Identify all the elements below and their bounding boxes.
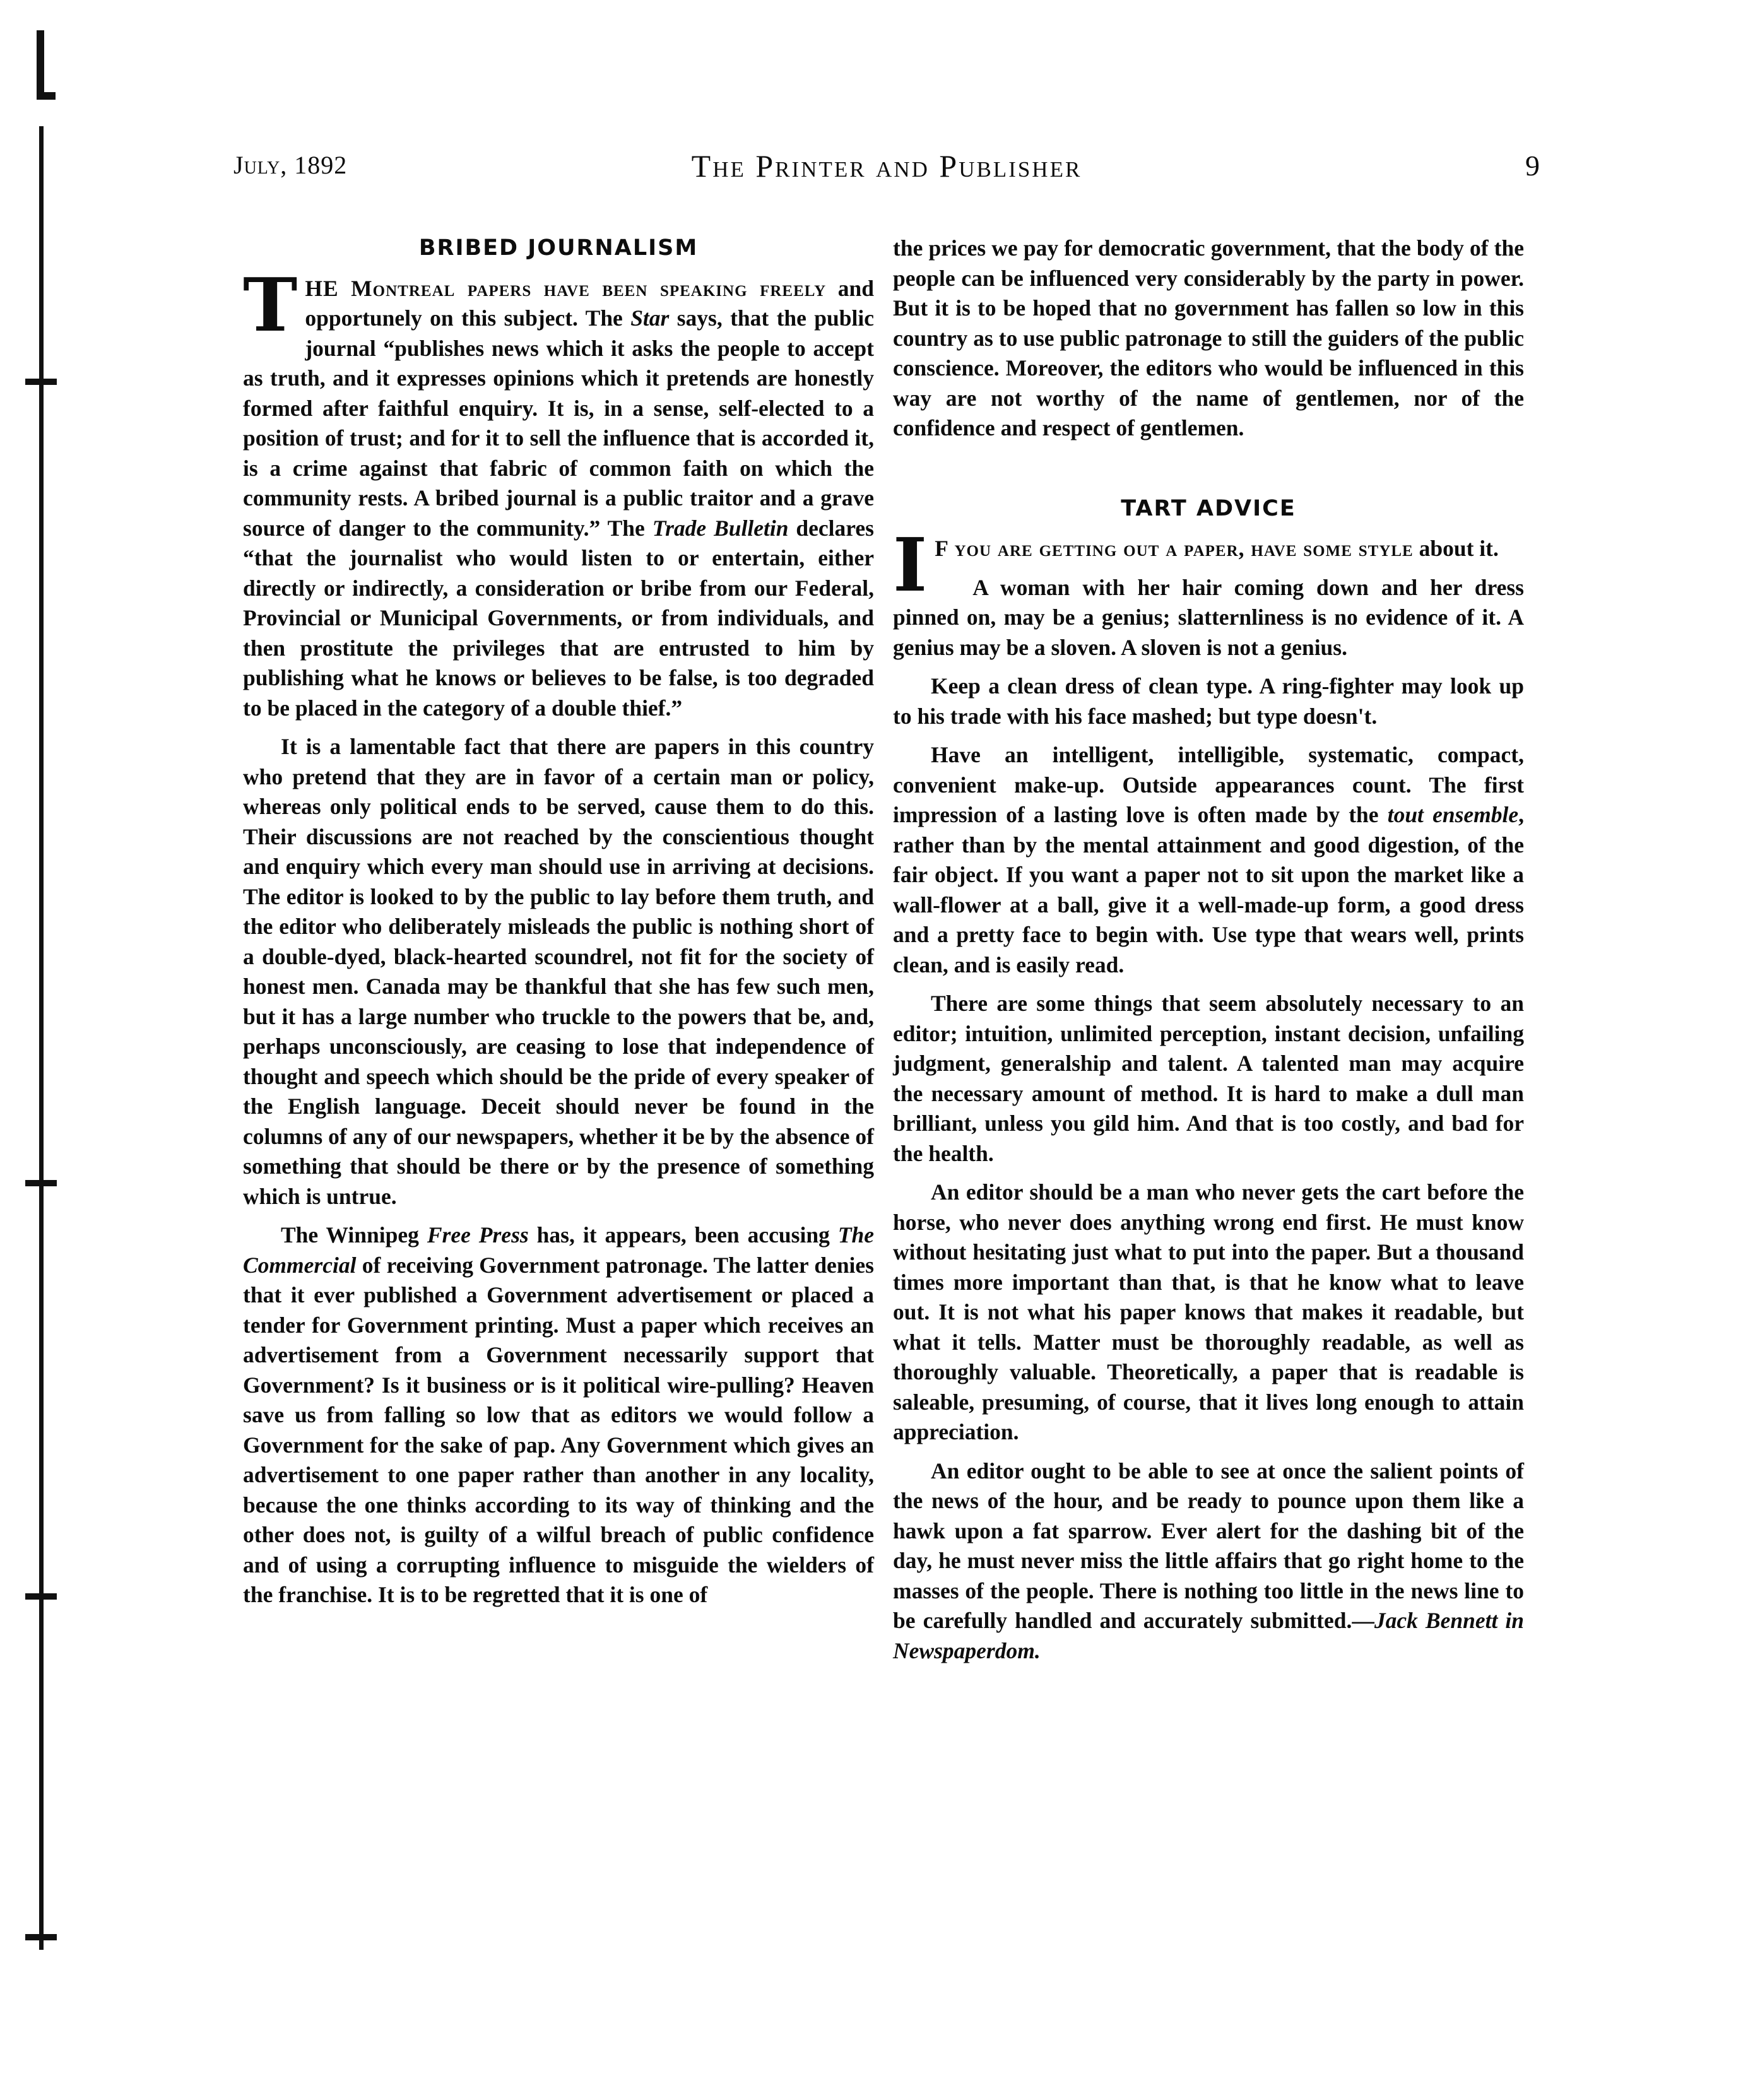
- article-paragraph: A woman with her hair coming down and her dress pinned on, may be a genius; slatternliness is no evidence of it. A genius may be a sloven. A sloven is not a genius.: [893, 574, 1524, 660]
- binding-tick: [25, 1934, 57, 1940]
- publication-name: Star: [630, 305, 670, 331]
- binding-edge-line: [39, 126, 44, 1950]
- publication-title: The Printer and Publisher: [691, 148, 1082, 184]
- body-text: The Winnipeg: [281, 1222, 427, 1248]
- article-paragraph: It is a lamentable fact that there are papers in this country who pretend that they are in favor of a certain man or policy, whereas only political ends to be served, cause them to do this. Their discussions are not reached by the conscientious thought and enquiry which every man should use in arriving at decisions. The editor is looked to by the public to lay before them truth, and the editor who deliberately misleads the public is nothing short of a double-dyed, black-hearted scoundrel, not fit for the society of honest men. Canada may be thankful that she has few such men, but it has a large number who truckle to the powers that be, and, perhaps unconsciously, are ceasing to lose that independence of thought and speech which should be the pride of every speaker of the English language. Deceit should never be found in the columns of any of our newspapers, whether it be by the absence of something that should be there or by the presence of something which is untrue.: [243, 734, 874, 1209]
- article-paragraph: An editor should be a man who never gets the cart before the horse, who never does anything wrong end first. He must know without hesitating just what to put into the paper. But a thousand times more important than that, is that he know what to leave out. It is not what his paper knows that makes it readable, but what it tells. Matter must be thoroughly readable, as well as thoroughly valuable. Theoretically, a paper that is readable is saleable, presuming, of course, that it lives long enough to attain appreciation.: [893, 1179, 1524, 1444]
- article-paragraph: [893, 740, 1524, 980]
- article-paragraph: [893, 522, 1524, 608]
- right-column: [893, 233, 1524, 1675]
- body-text: declares “that the journalist who would listen to or entertain, either directly or indirectly, a consideration or bribe from our Federal, Provincial or Municipal Governments, or from individuals, and then prostitute the privileges that are entrusted to him by publishing what he knows or believes to be false, is too degraded to be placed in the category of a double thief.”: [243, 515, 874, 721]
- binding-tick: [25, 379, 57, 385]
- issue-date: July, 1892: [233, 151, 348, 179]
- running-header: [233, 150, 1540, 188]
- article-paragraph: [243, 1220, 874, 1610]
- article-paragraph: There are some things that seem absolutely necessary to an editor; intuition, unlimited perception, instant decision, unfailing judgment, generalship and talent. A talented man may acquire the necessary amount of method. It is hard to make a dull man brilliant, unless you gild him. And that is too costly, and bad for the health.: [893, 991, 1524, 1166]
- publication-name: Trade Bulletin: [652, 515, 789, 541]
- body-text: and opportunely on this subject. The: [305, 275, 874, 331]
- article-paragraph: [893, 1456, 1524, 1666]
- binding-tick: [25, 1593, 57, 1600]
- article-title-tart-advice: TART ADVICE: [1121, 495, 1296, 521]
- article-paragraph: [243, 262, 874, 724]
- body-text: says, that the public journal “publishes news which it asks the people to accept as truth, and it expresses opinions which it pretends are honestly formed after faithful enquiry. It is, in a sense, self-elected to a position of trust; and for it to sell the influence that is accorded it, is a crime against that fabric of common faith on which the community rests. A bribed journal is a public traitor and a grave source of danger to the community.” The: [243, 305, 874, 541]
- body-text: Have an intelligent, intelligible, systematic, compact, convenient make-up. Outside appearances count. The first impression of a lasting love is often made by the: [893, 742, 1524, 827]
- body-text: of receiving Government patronage. The latter denies that it ever published a Government advertisement or placed a tender for Government printing. Must a paper which receives an advertisement from a Government necessarily support that Government? Is it business or is it political wire-pulling? Heaven save us from falling so low that as editors we would follow a Government for the sake of pap. Any Government which gives an advertisement to one paper rather than another in any locality, because the one thinks according to its way of thinking and the other does not, is guilty of a wilful breach of public confidence and of using a corrupting influence to misguide the wielders of the franchise. It is to be regretted that it is one of: [243, 1252, 874, 1607]
- page-number: 9: [1525, 150, 1540, 182]
- lead-in-text: HE Montreal papers have been speaking freely: [305, 275, 827, 301]
- body-text: , rather than by the mental attainment and good digestion, of the fair object. If you want a paper not to sit upon the market like a wall-flower at a ball, give it a well-made-up form, a good dress and a pretty face to begin with. Use type that wears well, prints clean, and is easily read.: [893, 802, 1524, 977]
- article-title-bribed-journalism: BRIBED JOURNALISM: [418, 235, 699, 261]
- left-column: [243, 233, 874, 1619]
- foreign-phrase: tout ensemble: [1387, 802, 1519, 827]
- binding-mark-top: [37, 30, 44, 100]
- body-text: has, it appears, been accusing: [528, 1222, 838, 1248]
- article-continuation: the prices we pay for democratic government, that the body of the people can be influenced very considerably by the party in power. But it is to be hoped that no government has fallen so low in this country as to use public patronage to still the guiders of the public conscience. Moreover, the editors who would be influenced in this way are not worthy of the name of gentlemen, nor of the confidence and respect of gentlemen.: [893, 235, 1524, 440]
- body-text: about it.: [1413, 536, 1499, 561]
- drop-cap: T: [243, 262, 298, 348]
- source-credit: Jack Bennett in Newspaperdom.: [893, 1608, 1524, 1663]
- drop-cap: I: [893, 522, 928, 608]
- article-paragraph: Keep a clean dress of clean type. A ring-fighter may look up to his trade with his face mashed; but type doesn't.: [893, 673, 1524, 729]
- binding-tick: [25, 1180, 57, 1186]
- publication-name: The Commercial: [243, 1222, 874, 1278]
- lead-in-text: F you are getting out a paper, have some style: [935, 536, 1414, 561]
- body-text: An editor ought to be able to see at once the salient points of the news of the hour, and be ready to pounce upon them like a hawk upon a fat sparrow. Ever alert for the dashing bit of the day, he must never miss the little affairs that go right home to the masses of the people. There is nothing too little in the news line to be carefully handled and accurately submitted.—: [893, 1458, 1524, 1633]
- publication-name: Free Press: [427, 1222, 529, 1248]
